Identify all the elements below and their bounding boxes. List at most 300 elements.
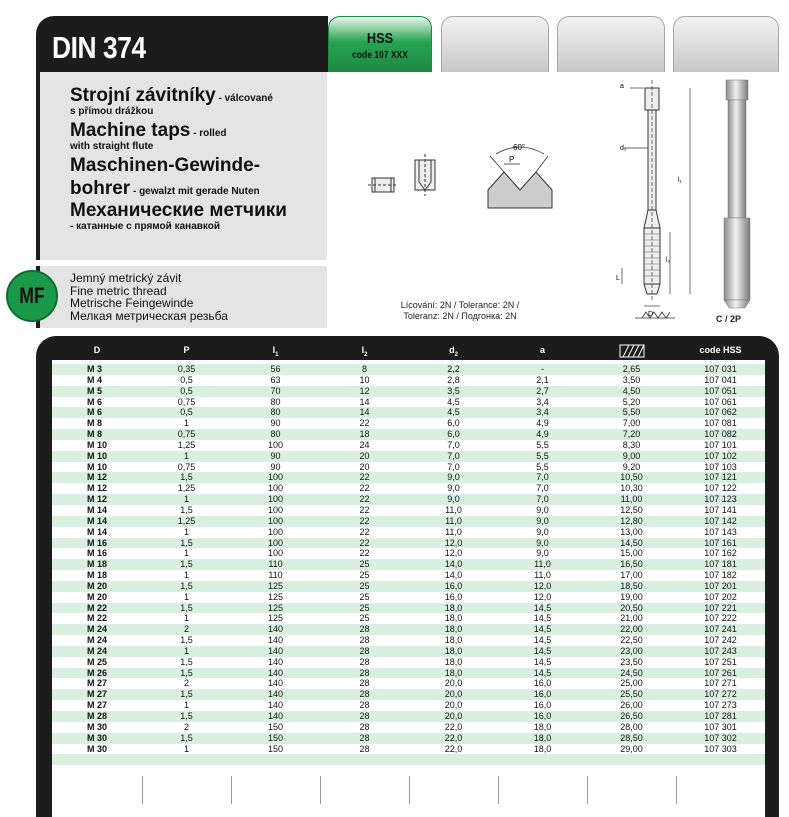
table-cell: 16,0 xyxy=(444,580,463,591)
table-cell: 7,00 xyxy=(622,418,641,429)
table-cell: 22 xyxy=(359,537,370,548)
table-rows xyxy=(52,364,765,776)
mf-badge-label: MF xyxy=(19,283,45,308)
table-row xyxy=(52,754,765,765)
table-cell: 20,0 xyxy=(444,689,463,700)
table-cell: 28 xyxy=(359,700,370,711)
table-cell: 140 xyxy=(267,635,284,646)
table-cell: 0,75 xyxy=(177,461,196,472)
table-cell: M 26 xyxy=(87,667,108,678)
table-cell: 1 xyxy=(183,645,189,656)
pitch-label: P xyxy=(509,155,515,164)
table-cell: M 5 xyxy=(87,385,103,396)
table-cell: 21,00 xyxy=(620,613,643,624)
table-cell: 22,0 xyxy=(444,743,463,754)
table-cell: 3,5 xyxy=(447,385,460,396)
table-cell: 20 xyxy=(359,450,370,461)
table-cell: 1 xyxy=(183,570,189,581)
table-cell: 140 xyxy=(267,645,284,656)
table-cell: 18,0 xyxy=(444,656,463,667)
table-row xyxy=(52,472,765,483)
table-cell: 9,0 xyxy=(447,494,460,505)
table-row xyxy=(52,613,765,624)
table-row xyxy=(52,527,765,538)
table-row xyxy=(52,646,765,657)
table-cell: M 14 xyxy=(87,515,108,526)
subtitle-en: with straight flute xyxy=(70,141,154,152)
tap-drawing xyxy=(330,72,789,330)
table-cell: 11,0 xyxy=(534,570,551,581)
col-header-thread-icon xyxy=(587,341,676,360)
table-cell: 1 xyxy=(183,526,189,537)
table-cell: M 27 xyxy=(87,678,108,689)
table-cell: 18,0 xyxy=(444,613,463,624)
table-row xyxy=(52,375,765,386)
table-cell: 7,0 xyxy=(447,461,460,472)
table-cell: 14,5 xyxy=(533,656,552,667)
table-cell: 14,5 xyxy=(533,645,552,656)
table-cell: 5,50 xyxy=(622,407,641,418)
table-cell: 18,0 xyxy=(444,602,463,613)
table-cell: 1,25 xyxy=(177,439,196,450)
table-cell: 11,0 xyxy=(534,559,551,570)
table-cell: M 27 xyxy=(87,700,108,711)
table-cell: 1,5 xyxy=(180,537,193,548)
table-cell: 22 xyxy=(359,418,370,429)
table-cell: 25,00 xyxy=(620,678,643,689)
table-cell: M 3 xyxy=(87,364,103,374)
col-header-a: a xyxy=(539,345,545,355)
tolerance-note: Lícování: 2N / Tolerance: 2N / Toleranz: 2N / Подгонка: 2N xyxy=(400,300,520,321)
table-cell: 25 xyxy=(359,559,370,570)
table-cell: 1 xyxy=(183,700,189,711)
table-cell: M 4 xyxy=(87,374,103,385)
table-cell: M 16 xyxy=(87,537,108,548)
table-cell: 107 122 xyxy=(704,483,737,494)
tab-hss-code: code 107 XXX xyxy=(352,50,408,61)
subtitle-cz: s přímou drážkou xyxy=(70,106,154,117)
table-cell: 28,50 xyxy=(620,732,643,743)
table-cell: 80 xyxy=(270,429,281,440)
table-cell: 22 xyxy=(359,494,370,505)
table-cell: 107 181 xyxy=(704,559,737,570)
table-row xyxy=(52,603,765,614)
col-header-l2: $l_2$ xyxy=(361,345,368,358)
table-cell: 28 xyxy=(359,689,370,700)
table-cell: 63 xyxy=(270,374,281,385)
table-cell: M 6 xyxy=(87,396,103,407)
table-cell: 110 xyxy=(268,570,283,581)
table-cell: M 24 xyxy=(87,645,108,656)
table-cell: 107 103 xyxy=(704,461,737,472)
table-row xyxy=(52,418,765,429)
table-cell: 3,50 xyxy=(622,374,641,385)
table-cell: 14,5 xyxy=(533,624,552,635)
subtitle-ru: - катанные с прямой канавкой xyxy=(70,221,221,232)
table-row xyxy=(52,581,765,592)
table-cell: 9,0 xyxy=(447,472,460,483)
table-cell: 5,5 xyxy=(536,439,549,450)
table-cell: 1,5 xyxy=(180,711,193,721)
table-cell: 16,0 xyxy=(533,678,552,689)
table-cell: 28 xyxy=(359,645,370,656)
title-de-1: Maschinen-Gewinde- xyxy=(70,155,261,176)
table-cell: 107 303 xyxy=(704,743,737,754)
table-cell: 1 xyxy=(183,591,189,602)
table-cell: 90 xyxy=(270,450,281,461)
tab-empty-3[interactable] xyxy=(673,16,779,72)
table-row xyxy=(52,407,765,418)
thread-name-cz: Jemný metrický závit xyxy=(70,271,182,285)
table-cell: 22 xyxy=(359,472,370,483)
table-cell: 25 xyxy=(359,613,370,624)
table-row xyxy=(52,429,765,440)
table-cell: 16,0 xyxy=(533,689,552,700)
table-cell: 8 xyxy=(361,364,367,374)
table-cell: 22 xyxy=(359,526,370,537)
table-cell: 11,0 xyxy=(445,515,462,526)
table-cell: 28 xyxy=(359,678,370,689)
table-cell: 12,0 xyxy=(444,548,463,559)
table-cell: 28 xyxy=(359,656,370,667)
table-cell: 1,5 xyxy=(180,732,193,743)
table-cell: 25,50 xyxy=(620,689,643,700)
section-symbol-1 xyxy=(368,178,398,192)
table-cell: 26,50 xyxy=(620,711,643,721)
table-cell: 107 123 xyxy=(704,494,737,505)
table-cell: 107 101 xyxy=(704,439,737,450)
table-cell: 22 xyxy=(359,515,370,526)
table-row xyxy=(52,700,765,711)
table-cell: 14,0 xyxy=(444,570,463,581)
dim-d2: d₂ xyxy=(620,145,627,152)
section-symbol-2 xyxy=(415,154,435,196)
table-cell: 107 162 xyxy=(704,548,737,559)
table-cell: 22,0 xyxy=(444,732,463,743)
thread-name-en: Fine metric thread xyxy=(70,283,167,298)
table-row xyxy=(52,440,765,451)
table-cell: 2 xyxy=(183,721,189,732)
table-cell: 3,4 xyxy=(536,407,549,418)
tab-hss-label: HSS xyxy=(366,30,394,47)
table-cell: 22,0 xyxy=(444,721,463,732)
table-cell: 140 xyxy=(267,711,284,721)
table-cell: 16,50 xyxy=(620,559,643,570)
table-cell: 22 xyxy=(359,483,370,494)
table-cell: M 22 xyxy=(87,613,108,624)
table-cell: 0,75 xyxy=(177,396,196,407)
table-cell: M 24 xyxy=(87,635,108,646)
table-cell: 56 xyxy=(270,364,281,374)
table-cell: 2 xyxy=(183,678,189,689)
table-cell: M 22 xyxy=(87,602,108,613)
table-cell: 12,50 xyxy=(620,504,643,515)
table-cell: 18,0 xyxy=(444,635,463,646)
table-cell: 1 xyxy=(183,494,189,505)
table-cell: - xyxy=(541,364,544,374)
table-cell: 18,50 xyxy=(620,580,643,591)
table-cell: 14,5 xyxy=(533,602,552,613)
table-cell: 20,0 xyxy=(444,711,463,721)
table-cell: M 12 xyxy=(87,483,108,494)
table-cell: 7,0 xyxy=(536,494,549,505)
table-row xyxy=(52,386,765,397)
table-cell: 107 301 xyxy=(704,721,737,732)
table-cell: 100 xyxy=(267,483,284,494)
table-cell: 107 281 xyxy=(704,711,737,721)
table-cell: 1 xyxy=(183,548,189,559)
table-cell: 13,00 xyxy=(620,526,643,537)
table-cell: 28 xyxy=(359,667,370,678)
table-cell: M 10 xyxy=(87,461,108,472)
title-cz: Strojní závitníky - válcované xyxy=(70,85,273,106)
table-cell: 4,5 xyxy=(447,396,460,407)
table-cell: 100 xyxy=(267,494,284,505)
table-cell: 28 xyxy=(359,711,370,721)
dim-d: D xyxy=(648,311,654,318)
table-cell: 1,25 xyxy=(177,483,196,494)
table-cell: 150 xyxy=(267,721,284,732)
table-cell: 23,50 xyxy=(620,656,643,667)
table-cell: M 30 xyxy=(87,721,108,732)
table-cell: M 28 xyxy=(87,711,108,721)
table-cell: 11,00 xyxy=(620,494,643,505)
table-cell: 110 xyxy=(268,559,283,570)
table-cell: 25 xyxy=(359,580,370,591)
table-cell: M 14 xyxy=(87,526,108,537)
table-cell: 107 143 xyxy=(704,526,737,537)
table-cell: 107 272 xyxy=(704,689,737,700)
table-cell: 18,0 xyxy=(444,624,463,635)
table-cell: 7,0 xyxy=(447,450,460,461)
table-cell: 16,0 xyxy=(533,711,552,721)
table-cell: 14 xyxy=(359,396,370,407)
title-de-2: bohrer - gewalzt mit gerade Nuten xyxy=(70,178,260,199)
thread-name-de: Metrische Feingewinde xyxy=(70,296,194,310)
table-cell: 2,7 xyxy=(536,385,549,396)
table-cell: 107 082 xyxy=(704,429,737,440)
table-cell: 107 221 xyxy=(704,602,737,613)
title-ru: Механические метчики xyxy=(70,200,287,221)
table-row xyxy=(52,451,765,462)
table-row xyxy=(52,722,765,733)
table-cell: 1,5 xyxy=(180,472,193,483)
table-cell: 10,30 xyxy=(620,483,643,494)
table-cell: 24,50 xyxy=(620,667,643,678)
table-cell: 1,5 xyxy=(180,504,193,515)
table-cell: M 18 xyxy=(87,570,108,581)
dim-l: L xyxy=(616,275,620,282)
thread-tolerance-icon xyxy=(635,312,675,318)
table-cell: 0,5 xyxy=(180,385,193,396)
table-row xyxy=(52,668,765,679)
table-cell: 10 xyxy=(359,374,370,385)
table-cell: 9,0 xyxy=(447,483,460,494)
table-cell: 100 xyxy=(267,537,284,548)
table-cell: 80 xyxy=(270,407,281,418)
table-cell: 140 xyxy=(267,656,284,667)
table-cell: 4,5 xyxy=(447,407,460,418)
table-cell: 2 xyxy=(183,624,189,635)
table-cell: 107 273 xyxy=(704,700,737,711)
table-cell: 25 xyxy=(359,602,370,613)
table-cell: 7,20 xyxy=(622,429,641,440)
table-cell: M 8 xyxy=(87,418,103,429)
table-cell: 125 xyxy=(267,602,284,613)
table-cell: 140 xyxy=(267,678,284,689)
table-cell: 107 041 xyxy=(704,374,737,385)
table-cell: M 18 xyxy=(87,559,108,570)
table-cell: 80 xyxy=(270,396,281,407)
table-cell: M 20 xyxy=(87,580,108,591)
table-cell: 8,30 xyxy=(622,439,641,450)
table-cell: 125 xyxy=(267,591,284,602)
table-cell: 1,5 xyxy=(180,689,193,700)
table-cell: 20,0 xyxy=(444,678,463,689)
table-cell: 6,0 xyxy=(447,429,460,440)
table-cell: 107 061 xyxy=(704,396,737,407)
table-cell: 107 261 xyxy=(704,667,737,678)
table-cell: 28,00 xyxy=(620,721,643,732)
table-cell: 107 202 xyxy=(704,591,737,602)
table-row xyxy=(52,678,765,689)
table-row xyxy=(52,744,765,755)
table-cell: M 12 xyxy=(87,494,108,505)
table-cell: 90 xyxy=(270,461,281,472)
table-cell: 20,50 xyxy=(620,602,643,613)
table-row xyxy=(52,624,765,635)
table-row xyxy=(52,397,765,408)
table-cell: 26,00 xyxy=(620,700,643,711)
table-cell: 107 031 xyxy=(704,364,737,374)
table-cell: 11,0 xyxy=(445,504,462,515)
table-cell: 125 xyxy=(267,613,284,624)
table-cell: 23,00 xyxy=(620,645,643,656)
col-header-d2: $d_2$ xyxy=(449,345,458,358)
table-cell: 22 xyxy=(359,548,370,559)
table-cell: 107 121 xyxy=(704,472,737,483)
table-cell: 9,00 xyxy=(622,450,641,461)
table-cell: 25 xyxy=(359,570,370,581)
table-cell: 4,50 xyxy=(622,385,641,396)
tab-empty-1[interactable] xyxy=(441,16,549,72)
table-cell: 107 241 xyxy=(704,624,737,635)
table-cell: 0,75 xyxy=(177,429,196,440)
table-cell: 107 271 xyxy=(704,678,737,689)
table-cell: 9,0 xyxy=(536,548,549,559)
table-cell: 18,0 xyxy=(444,667,463,678)
table-cell: 100 xyxy=(267,526,284,537)
table-row xyxy=(52,765,765,776)
table-cell: 125 xyxy=(267,580,284,591)
chamfer-label: C / 2P xyxy=(716,314,742,324)
table-cell: 15,00 xyxy=(620,548,643,559)
table-cell: 107 051 xyxy=(704,385,737,396)
table-cell: 18,0 xyxy=(533,721,552,732)
table-cell: 1,5 xyxy=(180,602,193,613)
table-cell: 107 242 xyxy=(704,635,737,646)
table-cell: 7,0 xyxy=(536,472,549,483)
table-cell: M 10 xyxy=(87,450,108,461)
table-cell: M 30 xyxy=(87,732,108,743)
table-header xyxy=(52,341,765,360)
table-cell: 28 xyxy=(359,743,370,754)
table-cell: M 12 xyxy=(87,472,108,483)
table-row xyxy=(52,548,765,559)
table-cell: 107 201 xyxy=(704,580,737,591)
table-cell: 107 062 xyxy=(704,407,737,418)
table-cell: 3,4 xyxy=(536,396,549,407)
table-row xyxy=(52,592,765,603)
table-row xyxy=(52,689,765,700)
table-cell: 70 xyxy=(270,385,281,396)
table-cell: 10,50 xyxy=(620,472,643,483)
table-cell: 12 xyxy=(359,385,370,396)
table-cell: 0,35 xyxy=(177,364,196,374)
table-cell: 2,1 xyxy=(536,374,549,385)
table-cell: 107 243 xyxy=(704,645,737,656)
table-row xyxy=(52,494,765,505)
angle-label: 60° xyxy=(513,143,526,152)
table-cell: 9,0 xyxy=(536,537,549,548)
table-cell: 107 182 xyxy=(704,570,737,581)
table-cell: 28 xyxy=(359,721,370,732)
table-cell: 29,00 xyxy=(620,743,643,754)
table-cell: 16,0 xyxy=(533,700,552,711)
table-cell: 9,20 xyxy=(622,461,641,472)
table-cell: 150 xyxy=(267,743,284,754)
thread-profile xyxy=(488,172,552,208)
table-cell: M 10 xyxy=(87,439,108,450)
table-cell: 107 222 xyxy=(704,613,737,624)
table-cell: M 20 xyxy=(87,591,108,602)
thread-hatch-icon xyxy=(619,344,645,358)
table-cell: 14,50 xyxy=(620,537,643,548)
table-cell: M 14 xyxy=(87,504,108,515)
table-cell: 140 xyxy=(267,700,284,711)
table-cell: 2,8 xyxy=(447,374,460,385)
table-row xyxy=(52,538,765,549)
table-cell: 20 xyxy=(359,461,370,472)
table-cell: M 8 xyxy=(87,429,103,440)
table-cell: 107 081 xyxy=(704,418,737,429)
table-cell: 0,5 xyxy=(180,407,193,418)
table-cell: 12,0 xyxy=(533,591,552,602)
table-cell: M 24 xyxy=(87,624,108,635)
table-cell: 2,65 xyxy=(622,364,641,374)
table-cell: 28 xyxy=(359,624,370,635)
tab-empty-2[interactable] xyxy=(557,16,665,72)
table-cell: 4,9 xyxy=(536,429,549,440)
table-cell: 5,5 xyxy=(536,461,549,472)
table-cell: 1,25 xyxy=(177,515,196,526)
table-cell: 4,9 xyxy=(536,418,549,429)
table-cell: 0,5 xyxy=(180,374,193,385)
table-row xyxy=(52,483,765,494)
table-cell: 28 xyxy=(359,635,370,646)
table-cell: M 30 xyxy=(87,743,108,754)
table-cell: 20,0 xyxy=(444,700,463,711)
table-cell: 14,5 xyxy=(533,667,552,678)
dim-a: a xyxy=(620,83,624,90)
table-cell: 14,0 xyxy=(444,559,463,570)
table-cell: 11,0 xyxy=(445,526,462,537)
table-cell: 100 xyxy=(267,504,284,515)
table-cell: 7,0 xyxy=(447,439,460,450)
thread-name-ru: Мелкая метрическая резьба xyxy=(70,308,228,323)
page-title: DIN 374 xyxy=(52,30,146,65)
table-cell: 140 xyxy=(267,689,284,700)
